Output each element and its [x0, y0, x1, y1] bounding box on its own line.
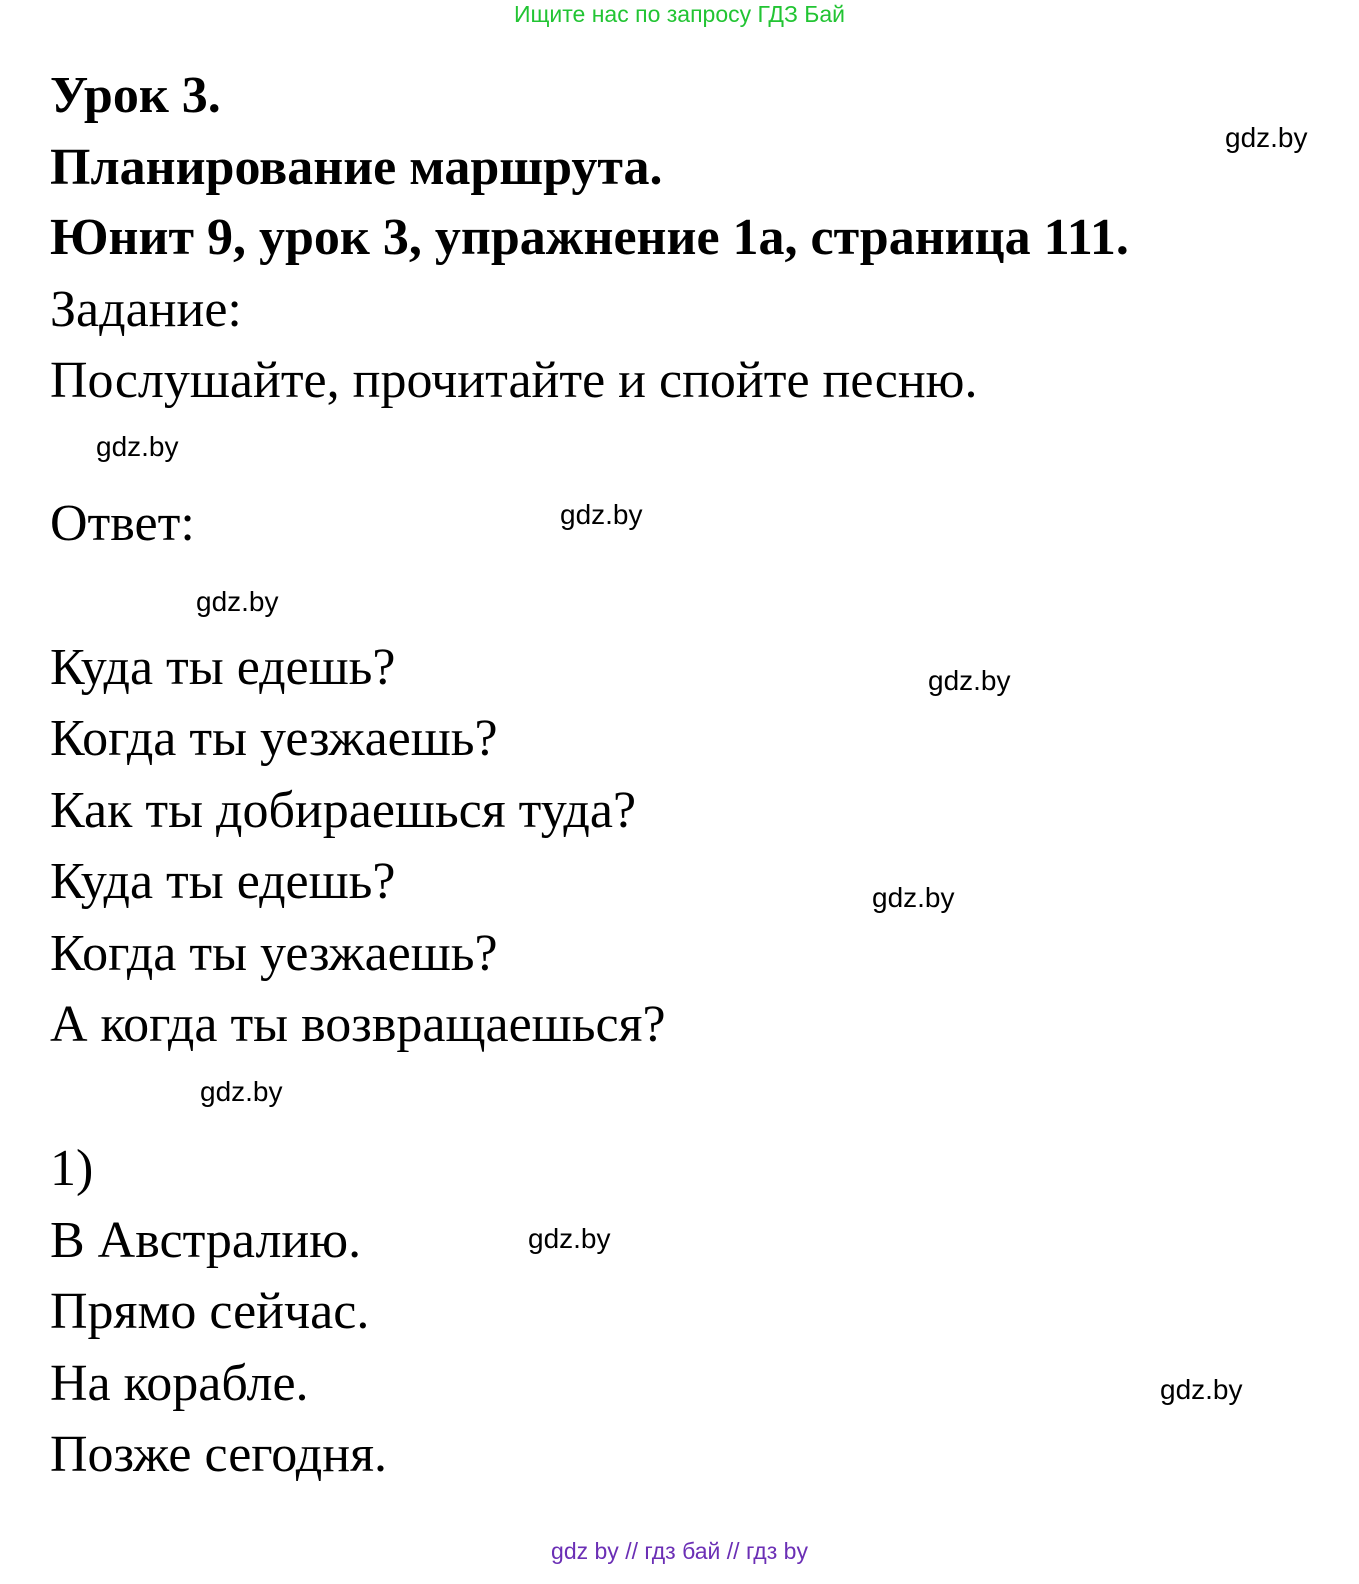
song-line: Когда ты уезжаешь?: [50, 710, 498, 767]
task-text: Послушайте, прочитайте и спойте песню.: [50, 352, 978, 409]
lesson-heading: Урок 3.: [50, 67, 221, 124]
top-banner-link[interactable]: Ищите нас по запросу ГДЗ Бай: [513, 1, 846, 27]
song-line: Как ты добираешься туда?: [50, 782, 637, 839]
watermark-text: gdz.by: [928, 665, 1011, 696]
topic-heading: Планирование маршрута.: [50, 139, 663, 196]
item-line: На корабле.: [50, 1355, 309, 1412]
song-line: А когда ты возвращаешься?: [50, 996, 666, 1053]
watermark-text: gdz.by: [872, 882, 955, 913]
footer-link-gdz-by-2[interactable]: гдз by: [745, 1538, 808, 1564]
song-line: Когда ты уезжаешь?: [50, 925, 498, 982]
watermark-text: gdz.by: [560, 499, 643, 530]
watermark-text: gdz.by: [196, 586, 279, 617]
footer-separator: //: [726, 1538, 740, 1564]
song-line: Куда ты едешь?: [50, 853, 396, 910]
item-line: Прямо сейчас.: [50, 1283, 370, 1340]
answer-label: Ответ:: [50, 495, 195, 552]
watermark-text: gdz.by: [200, 1076, 283, 1107]
watermark-text: gdz.by: [96, 431, 179, 462]
footer-links: [0, 1537, 1359, 1565]
footer-separator: //: [625, 1538, 638, 1564]
song-line: Куда ты едешь?: [50, 639, 396, 696]
reference-heading: Юнит 9, урок 3, упражнение 1а, страница 111.: [50, 209, 1129, 266]
watermark-text: gdz.by: [1160, 1374, 1243, 1405]
item-line: Позже сегодня.: [50, 1426, 388, 1483]
footer-link-gdz-bai[interactable]: гдз бай: [644, 1538, 721, 1564]
watermark-text: gdz.by: [1225, 122, 1308, 153]
item-line: В Австралию.: [50, 1212, 362, 1269]
watermark-text: gdz.by: [528, 1223, 611, 1254]
footer-link-gdz-by[interactable]: gdz by: [551, 1538, 619, 1564]
task-label: Задание:: [50, 281, 242, 338]
item-number: 1): [50, 1140, 94, 1197]
